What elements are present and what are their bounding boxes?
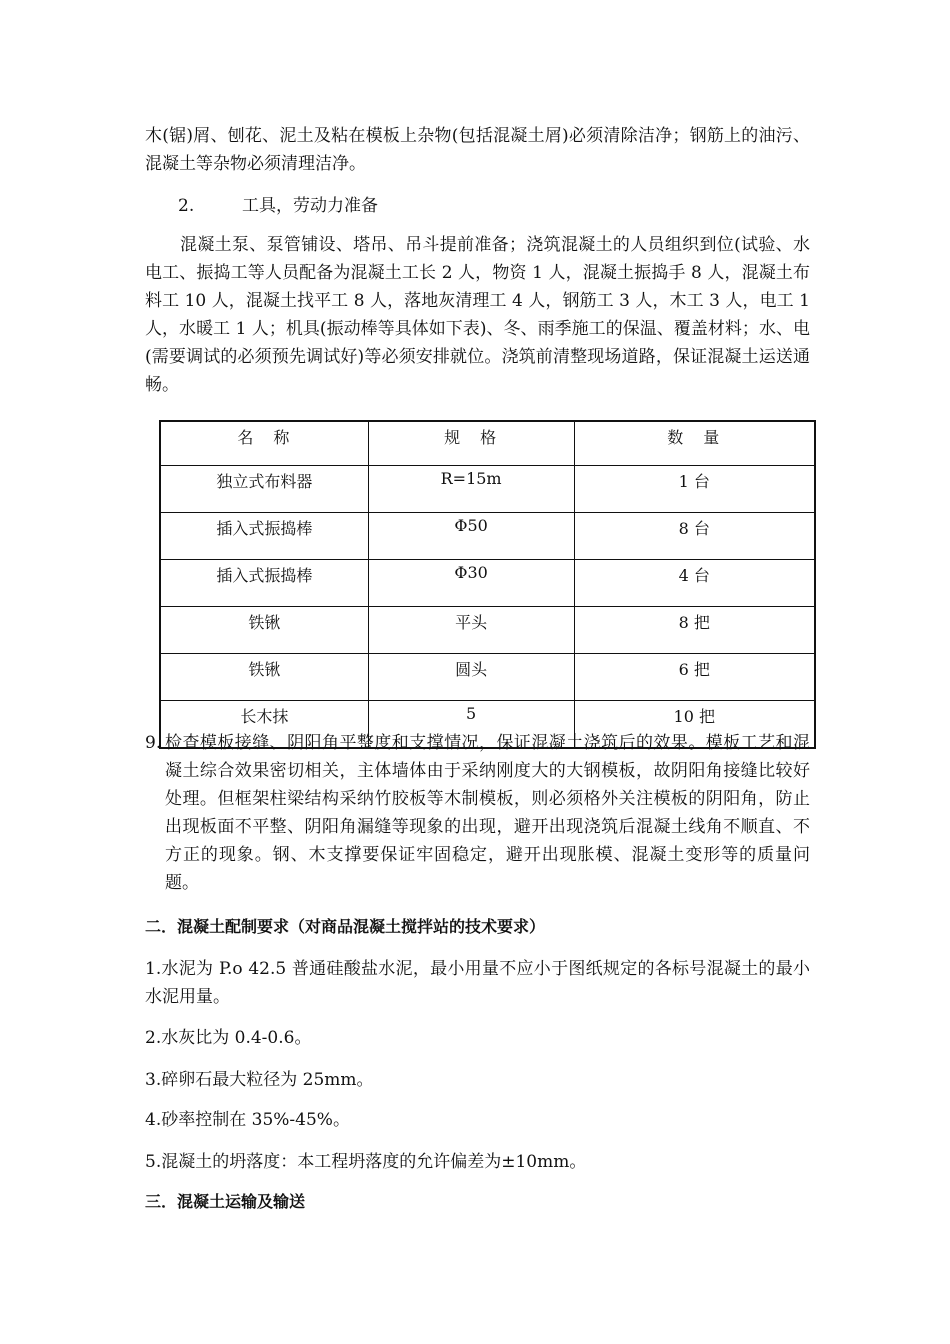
cell-quantity: 1 台 (574, 466, 815, 513)
cell-quantity: 8 把 (574, 607, 815, 654)
intro-paragraph: 木(锯)屑、刨花、泥土及粘在模板上杂物(包括混凝土屑)必须清除洁净；钢筋上的油污、混凝土等杂物必须清理洁净。 (145, 126, 810, 174)
section-heading-2: 二．混凝土配制要求（对商品混凝土搅拌站的技术要求） (145, 917, 546, 936)
requirement-2: 2.水灰比为 0.4-0.6。 (145, 1028, 312, 1048)
cell-quantity: 8 台 (574, 513, 815, 560)
cell-spec: 平头 (368, 607, 574, 654)
header-name: 名 称 (160, 421, 368, 466)
cell-spec: 5 (368, 701, 574, 749)
table-row (160, 607, 815, 654)
table-header-row (160, 421, 815, 466)
cell-quantity: 4 台 (574, 560, 815, 607)
requirement-1: 1.水泥为 P.o 42.5 普通硅酸盐水泥，最小用量不应小于图纸规定的各标号混凝土的最小水泥用量。 (145, 959, 810, 1007)
item-9-text: 检查模板接缝、阴阳角平整度和支撑情况，保证混凝土浇筑后的效果。模板工艺和混凝土综合效果密切相关，主体墙体由于采纳刚度大的大钢模板，故阴阳角接缝比较好处理。但框架柱梁结构采纳竹胶板等木制模板，则必须格外关注模板的阴阳角，防止出现板面不平整、阴阳角漏缝等现象的出现，避开出现浇筑后混凝土线角不顺直、不方正的现象。钢、木支撑要保证牢固稳定，避开出现胀模、混凝土变形等的质量问题。 (165, 733, 810, 893)
table-row (160, 560, 815, 607)
cell-name: 插入式振捣棒 (160, 560, 368, 607)
table-row (160, 654, 815, 701)
section-2-title: 工具，劳动力准备 (242, 196, 378, 216)
preparation-paragraph: 混凝土泵、泵管铺设、塔吊、吊斗提前准备；浇筑混凝土的人员组织到位(试验、水电工、振捣工等人员配备为混凝土工长 2 人，物资 1 人，混凝土振捣手 8 人，混凝土布料工 10 人，混凝土找平工 8 人，落地灰清理工 4 人，钢筋工 3 人，木工 3 人，电工 1 人，水暖工 1 人；机具(振动棒等具体如下表)、冬、雨季施工的保温、覆盖材料；水、电(需要调试的必须预先调试好)等必须安排就位。浇筑前清整现场道路，保证混凝土运送通畅。 (145, 235, 810, 395)
section-2-number: 2. (178, 196, 195, 216)
cell-spec: Φ30 (368, 560, 574, 607)
cell-spec: 圆头 (368, 654, 574, 701)
cell-quantity: 6 把 (574, 654, 815, 701)
cell-name: 独立式布料器 (160, 466, 368, 513)
table-row (160, 466, 815, 513)
item-9 (145, 729, 810, 897)
equipment-table (159, 420, 816, 749)
table-row (160, 513, 815, 560)
section-heading-3: 三．混凝土运输及输送 (145, 1192, 306, 1211)
requirement-5: 5.混凝土的坍落度：本工程坍落度的允许偏差为±10mm。 (145, 1152, 587, 1172)
cell-name: 长木抹 (160, 701, 368, 749)
header-quantity: 数 量 (574, 421, 815, 466)
cell-name: 插入式振捣棒 (160, 513, 368, 560)
requirement-4: 4.砂率控制在 35%-45%。 (145, 1110, 350, 1130)
section-2-heading (178, 192, 378, 220)
cell-name: 铁锹 (160, 607, 368, 654)
cell-name: 铁锹 (160, 654, 368, 701)
cell-spec: R=15m (368, 466, 574, 513)
cell-spec: Φ50 (368, 513, 574, 560)
header-spec: 规 格 (368, 421, 574, 466)
item-9-number: 9. (145, 733, 162, 753)
cell-quantity: 10 把 (574, 701, 815, 749)
requirement-3: 3.碎卵石最大粒径为 25mm。 (145, 1070, 374, 1090)
